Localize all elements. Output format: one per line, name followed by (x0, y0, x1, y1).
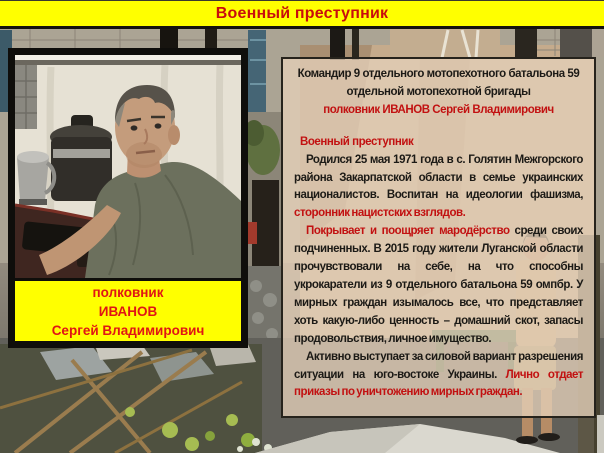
tent-rod (15, 60, 241, 65)
portrait-illustration (15, 55, 241, 278)
name-heading: полковник ИВАНОВ Сергей Владимирович (323, 103, 554, 116)
position-heading-line2: отдельной мотопехотной бригады (346, 85, 531, 98)
accusation-red-text: Покрывает и поощряет мародёрство (306, 225, 510, 238)
stubble (126, 142, 162, 168)
conclusion-paragraph (294, 349, 583, 403)
bio-black-text: Родился 25 мая 1971 года в с. Голятин Межгорского района Закарпатской области в семье украинских националистов. Воспитан на идеологии фашизма, (294, 153, 583, 202)
name-plate (15, 278, 241, 341)
conclusion-black-text: Активно выступает за силовой вариант разрешения ситуации на юго-востоке Украины. (294, 350, 583, 381)
bio-paragraph (294, 152, 583, 224)
accusation-paragraph (294, 223, 583, 348)
name-plate-surname: ИВАНОВ (98, 304, 158, 319)
conclusion-red-text: Лично отдает приказы по уничтожению мирных граждан. (294, 368, 584, 399)
gap-strip-rubble (244, 112, 281, 362)
accusation-black-text: среди своих подчиненных. В 2015 году жители Луганской области прочувствовали на себе, на что способны укрокаратели из 9 отдельного батальона 59 омпбр. У мирных граждан изымалось все, что представляет хоть какую-либо ценность – домашний скот, запасы продовольствия, личное имущество. (294, 225, 583, 345)
page-title: Военный преступник (215, 5, 389, 22)
name-plate-rank: полковник (92, 285, 164, 300)
bio-red-text: сторонник нацистских взглядов. (294, 207, 466, 220)
position-heading-line1: Командир 9 отдельного мотопехотного батальона 59 (297, 68, 580, 80)
stone-wall (15, 65, 37, 129)
info-panel (281, 57, 596, 418)
status-heading: Военный преступник (300, 135, 414, 148)
name-plate-name: Сергей Владимирович (51, 323, 205, 338)
title-bar (0, 0, 604, 29)
portrait-card (8, 48, 248, 348)
portrait-photo (15, 55, 241, 278)
